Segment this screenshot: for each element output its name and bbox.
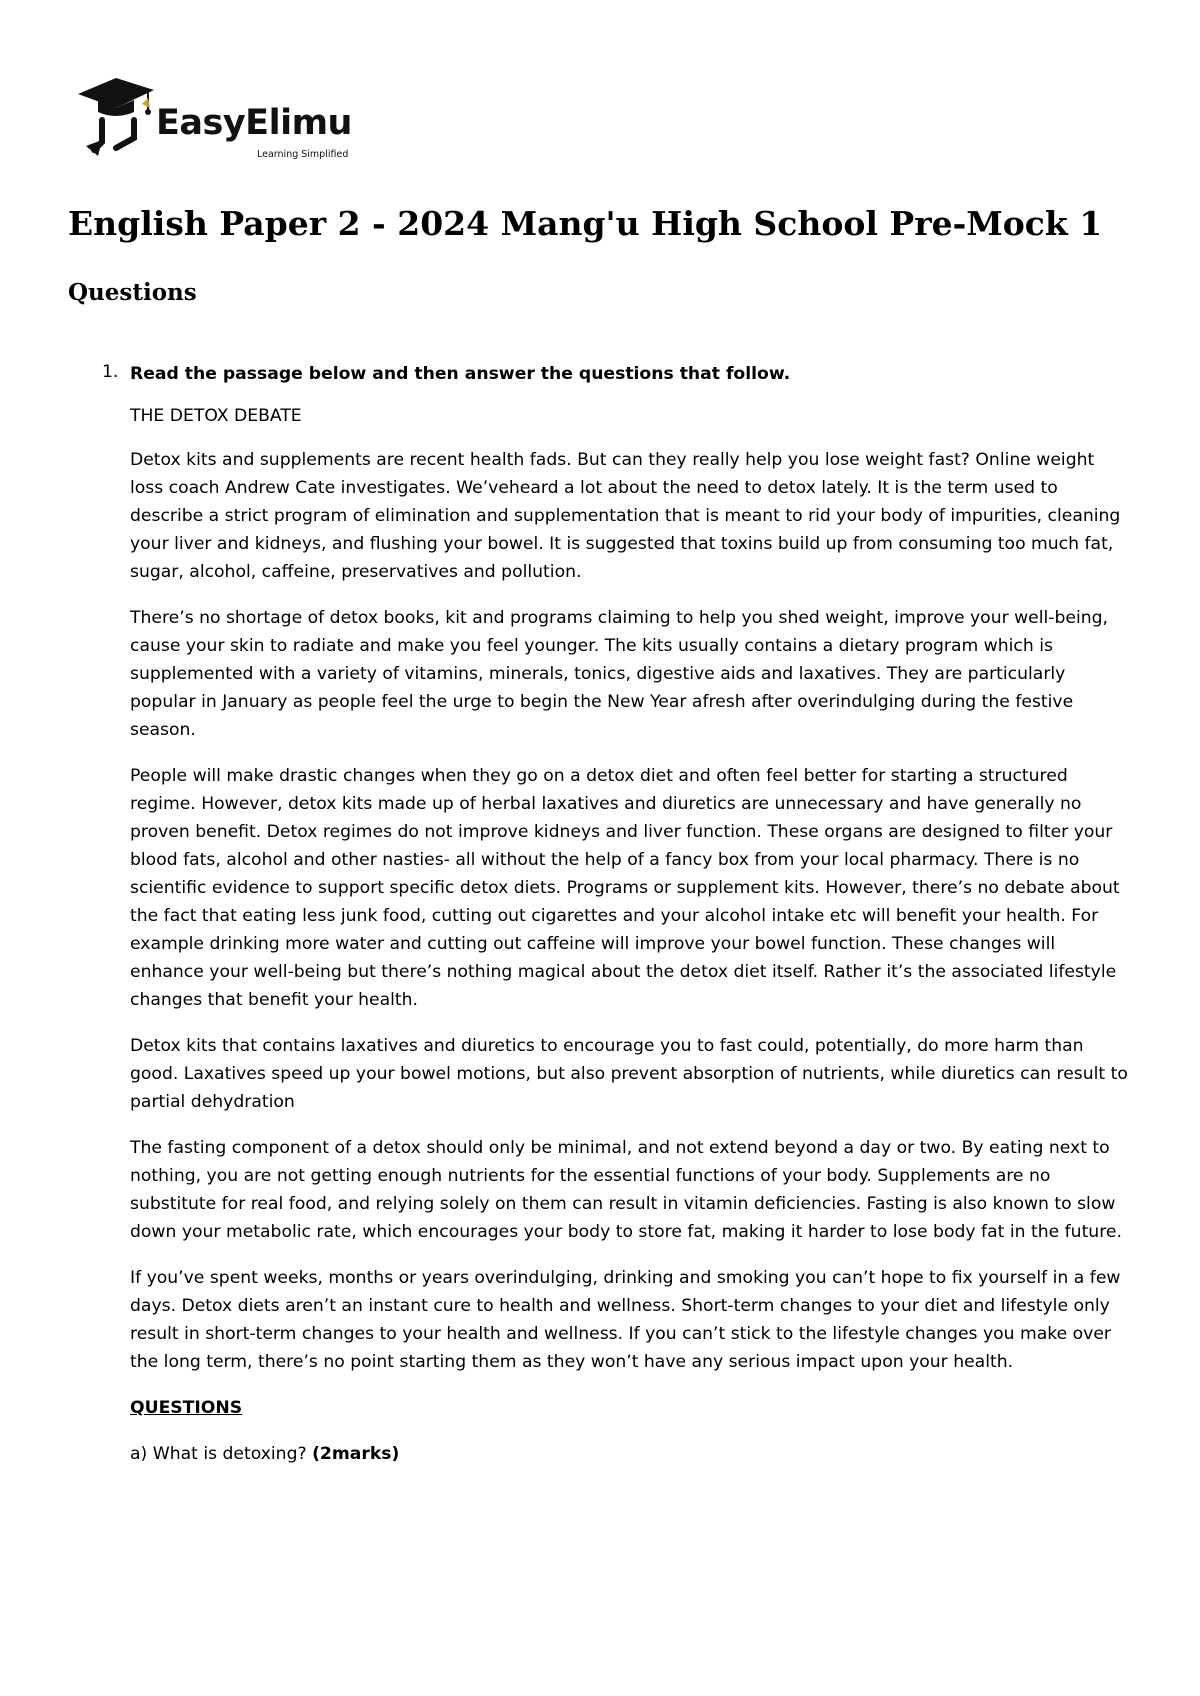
passage-paragraph: Detox kits and supplements are recent health fads. But can they really help you lose weight fast? Online weight loss coach Andrew Cate investigates. We’veheard a lot about the need to detox lately. It is the term used to describe a strict program of elimination and supplementation that is meant to rid your body of impurities, cleaning your liver and kidneys, and flushing your bowel. It is suggested that toxins build up from consuming too much fat, sugar, alcohol, caffeine, preservatives and pollution.: [130, 450, 1121, 582]
passage-paragraph: If you’ve spent weeks, months or years overindulging, drinking and smoking you can’t hope to fix yourself in a few days. Detox diets aren’t an instant cure to health and wellness. Short-term changes to your diet and lifestyle only result in short-term changes to your health and wellness. If you can’t stick to the lifestyle changes you make over the long term, there’s no point starting them as they won’t have any serious impact upon your health.: [130, 1268, 1121, 1372]
easyelimu-logo: [76, 76, 396, 168]
questions-heading: QUESTIONS: [130, 1398, 243, 1418]
sub-question-a: [130, 1440, 1130, 1468]
passage-paragraph: There’s no shortage of detox books, kit and programs claiming to help you shed weight, improve your well-being, cause your skin to radiate and make you feel younger. The kits usually contains a dietary program which is supplemented with a variety of vitamins, minerals, tonics, digestive aids and laxatives. They are particularly popular in January as people feel the urge to begin the New Year afresh after overindulging during the festive season.: [130, 608, 1109, 740]
passage-paragraph: The fasting component of a detox should only be minimal, and not extend beyond a day or two. By eating next to nothing, you are not getting enough nutrients for the essential functions of your body. Supplements are no substitute for real food, and relying solely on them can result in vitamin deficiencies. Fasting is also known to slow down your metabolic rate, which encourages your body to store fat, making it harder to lose body fat in the future.: [130, 1138, 1122, 1242]
graduation-cap-icon: [76, 76, 166, 168]
section-title: Questions: [68, 279, 197, 306]
passage-paragraph: People will make drastic changes when they go on a detox diet and often feel better for starting a structured regime. However, detox kits made up of herbal laxatives and diuretics are unnecessary and have generally no proven benefit. Detox regimes do not improve kidneys and liver function. These organs are designed to filter your blood fats, alcohol and other nasties- all without the help of a fancy box from your local pharmacy. There is no scientific evidence to support specific detox diets. Programs or supplement kits. However, there’s no debate about the fact that eating less junk food, cutting out cigarettes and your alcohol intake etc will benefit your health. For example drinking more water and cutting out caffeine will improve your bowel function. These changes will enhance your well-being but there’s nothing magical about the detox diet itself. Rather it’s the associated lifestyle changes that benefit your health.: [130, 766, 1120, 1010]
questions-heading-row: [130, 1394, 1130, 1422]
passage-title: THE DETOX DEBATE: [130, 406, 302, 426]
document-title: English Paper 2 - 2024 Mang'u High School Pre-Mock 1: [68, 204, 1103, 243]
question-content: [130, 362, 1130, 1486]
question-instruction: Read the passage below and then answer the questions that follow.: [130, 364, 791, 384]
brand-tagline: Learning Simplified: [257, 149, 349, 160]
sub-question-marks: (2marks): [312, 1444, 400, 1464]
question-number: 1.: [102, 362, 119, 382]
sub-question-text: a) What is detoxing?: [130, 1444, 313, 1464]
brand-name: EasyElimu: [156, 103, 352, 143]
passage-paragraph: Detox kits that contains laxatives and diuretics to encourage you to fast could, potentially, do more harm than good. Laxatives speed up your bowel motions, but also prevent absorption of nutrients, while diuretics can result to partial dehydration: [130, 1036, 1128, 1112]
